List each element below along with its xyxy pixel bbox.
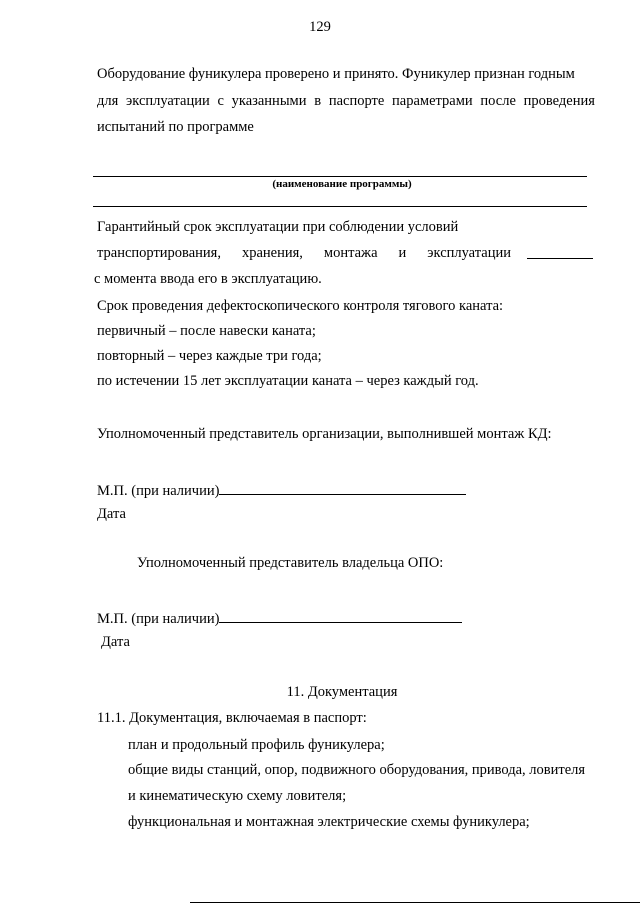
doc-list-line-3: и кинематическую схему ловителя; [128, 788, 347, 804]
section-11-heading: 11. Документация [286, 684, 398, 700]
owner-date: Дата [101, 634, 130, 650]
owner-stamp-label: М.П. (при наличии) [97, 611, 220, 627]
acceptance.line2_words-word: паспорте [328, 93, 385, 109]
doc-list-line-4: функциональная и монтажная электрические схемы фуникулера; [128, 814, 530, 830]
acceptance.line2_words-word: указанными [231, 93, 307, 109]
acceptance.line2_words-word: для [97, 93, 119, 109]
page-bottom-rule [190, 902, 640, 903]
warranty.line2_words-word: и [398, 245, 407, 261]
owner-title: Уполномоченный представитель владельца ОПО: [137, 555, 444, 571]
doc-list-line-1: план и продольный профиль фуникулера; [128, 737, 385, 753]
program-name-line-2 [93, 206, 587, 207]
warranty-line-2 [97, 245, 511, 262]
inspection-title: Срок проведения дефектоскопического контроля тягового каната: [97, 298, 504, 314]
inspection-primary: первичный – после навески каната; [97, 323, 316, 339]
acceptance.line2_words-word: после [480, 93, 516, 109]
acceptance-line-2 [97, 93, 595, 110]
page-number: 129 [309, 19, 331, 35]
warranty.line2_words-word: монтажа [323, 245, 378, 261]
acceptance-line-1: Оборудование фуникулера проверено и принято. Фуникулер признан годным [97, 66, 575, 82]
acceptance-line-3: испытаний по программе [97, 119, 254, 135]
installer-signature-line[interactable] [219, 481, 466, 495]
program-name-caption: (наименование программы) [272, 178, 412, 190]
inspection-after-15: по истечении 15 лет эксплуатации каната – через каждый год. [97, 373, 479, 389]
warranty-line-3: с момента ввода его в эксплуатацию. [94, 271, 322, 287]
warranty.line2_words-word: эксплуатации [427, 245, 511, 261]
owner-signature-line[interactable] [219, 609, 462, 623]
program-name-line [93, 176, 587, 177]
doc-list-line-2: общие виды станций, опор, подвижного оборудования, привода, ловителя [128, 762, 586, 778]
acceptance.line2_words-word: с [217, 93, 224, 109]
acceptance.line2_words-word: проведения [523, 93, 595, 109]
installer-date: Дата [97, 506, 126, 522]
installer-title: Уполномоченный представитель организации, выполнившей монтаж КД: [97, 426, 552, 442]
installer-stamp-row [97, 481, 466, 500]
acceptance.line2_words-word: параметрами [392, 93, 473, 109]
warranty.line2_words-word: транспортирования, [97, 245, 221, 261]
acceptance.line2_words-word: эксплуатации [126, 93, 210, 109]
owner-stamp-row [97, 609, 462, 628]
inspection-repeat: повторный – через каждые три года; [97, 348, 322, 364]
section-11-item: 11.1. Документация, включаемая в паспорт: [97, 710, 367, 726]
warranty-term-blank[interactable] [527, 246, 593, 259]
installer-stamp-label: М.П. (при наличии) [97, 483, 220, 499]
acceptance.line2_words-word: в [314, 93, 322, 109]
warranty-line-1: Гарантийный срок эксплуатации при соблюдении условий [97, 219, 459, 235]
warranty.line2_words-word: хранения, [241, 245, 303, 261]
